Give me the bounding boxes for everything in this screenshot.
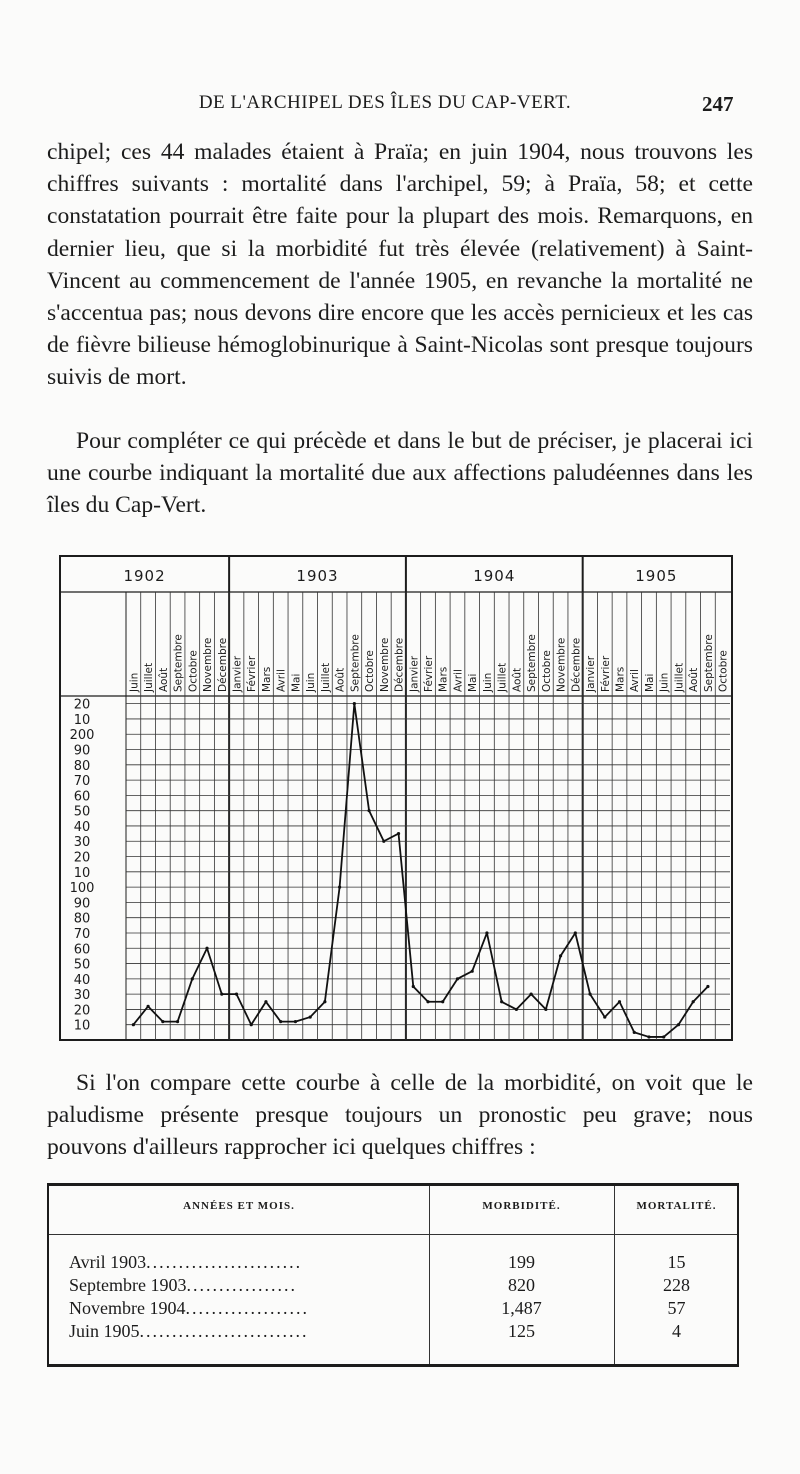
running-title: DE L'ARCHIPEL DES ÎLES DU CAP-VERT. bbox=[198, 92, 572, 113]
table-row bbox=[49, 1275, 737, 1297]
page-number: 247 bbox=[702, 92, 734, 116]
row-morbidity: 820 bbox=[508, 1275, 535, 1295]
y-tick-label: 10 bbox=[73, 1018, 91, 1034]
data-point bbox=[544, 1008, 547, 1011]
month-label: Septembre bbox=[702, 634, 715, 692]
data-point bbox=[323, 1000, 326, 1003]
year-label: 1902 bbox=[123, 567, 166, 585]
data-point bbox=[633, 1031, 636, 1034]
month-label: Avril bbox=[629, 669, 642, 692]
table-row bbox=[49, 1321, 737, 1343]
data-point bbox=[146, 1005, 149, 1008]
y-tick-label: 40 bbox=[73, 819, 91, 835]
month-label: Septembre bbox=[172, 634, 185, 692]
data-point bbox=[220, 993, 223, 996]
month-label: Septembre bbox=[526, 634, 539, 692]
row-mortality: 228 bbox=[663, 1275, 690, 1295]
month-label: Octobre bbox=[364, 650, 377, 692]
y-tick-label: 60 bbox=[73, 789, 91, 805]
paragraph-3: Si l'on compare cette courbe à celle de la morbidité, on voit que le paludisme présente presque toujours un pronostic peu grave; nous pouvons d'ailleurs rapprocher ici quelques chiffres : bbox=[47, 1070, 753, 1161]
data-point bbox=[205, 947, 208, 950]
month-label: Janvier bbox=[231, 655, 244, 692]
data-point bbox=[191, 977, 194, 980]
data-point bbox=[338, 886, 341, 889]
y-tick-label: 30 bbox=[73, 835, 91, 851]
month-label: Mai bbox=[643, 673, 656, 692]
data-point bbox=[647, 1035, 650, 1038]
month-label: Avril bbox=[275, 669, 288, 692]
data-point bbox=[176, 1020, 179, 1023]
y-tick-label: 30 bbox=[73, 988, 91, 1004]
month-label: Mars bbox=[260, 666, 273, 692]
month-label: Octobre bbox=[540, 650, 553, 692]
data-point bbox=[382, 840, 385, 843]
figures-table bbox=[47, 1183, 739, 1367]
month-label: Août bbox=[334, 667, 347, 692]
data-point bbox=[279, 1020, 282, 1023]
y-tick-label: 20 bbox=[73, 1003, 91, 1019]
data-point bbox=[500, 1000, 503, 1003]
y-tick-label: 50 bbox=[73, 804, 91, 820]
y-tick-label: 10 bbox=[73, 712, 91, 728]
year-label: 1904 bbox=[473, 567, 516, 585]
month-label: Mai bbox=[467, 673, 480, 692]
data-point bbox=[132, 1023, 135, 1026]
month-label: Septembre bbox=[349, 634, 362, 692]
month-label: Février bbox=[423, 655, 435, 692]
month-label: Janvier bbox=[585, 655, 598, 692]
y-tick-label: 100 bbox=[69, 881, 95, 897]
data-point bbox=[471, 970, 474, 973]
month-label: Août bbox=[688, 667, 701, 692]
y-tick-label: 200 bbox=[69, 728, 95, 744]
data-point bbox=[353, 702, 356, 705]
month-label: Juin bbox=[305, 672, 318, 692]
table-header-years: ANNÉES ET MOIS. bbox=[183, 1200, 295, 1212]
month-label: Octobre bbox=[717, 650, 730, 692]
row-label: Novembre 1904................... bbox=[69, 1298, 309, 1318]
row-morbidity: 199 bbox=[508, 1252, 535, 1272]
month-label: Août bbox=[157, 667, 170, 692]
data-point bbox=[367, 809, 370, 812]
data-point bbox=[588, 993, 591, 996]
data-point bbox=[397, 832, 400, 835]
month-label: Février bbox=[599, 655, 612, 692]
paragraph-2: Pour compléter ce qui précède et dans le but de préciser, je placerai ici une courbe indiquant la mortalité due aux affections paludéennes dans les îles du Cap-Vert. bbox=[47, 428, 753, 519]
data-point bbox=[574, 931, 577, 934]
y-tick-label: 20 bbox=[73, 850, 91, 866]
row-mortality: 57 bbox=[667, 1298, 686, 1318]
table-header-morbidity: MORBIDITÉ. bbox=[482, 1200, 561, 1212]
row-morbidity: 1,487 bbox=[501, 1298, 542, 1318]
data-point bbox=[264, 1000, 267, 1003]
y-tick-label: 70 bbox=[73, 774, 91, 790]
y-tick-label: 10 bbox=[73, 865, 91, 881]
row-morbidity: 125 bbox=[508, 1321, 535, 1341]
chart-frame bbox=[60, 556, 732, 1040]
data-point bbox=[294, 1020, 297, 1023]
month-label: Mai bbox=[290, 673, 303, 692]
data-point bbox=[456, 977, 459, 980]
month-label: Juillet bbox=[673, 662, 686, 692]
data-point bbox=[559, 954, 562, 957]
month-label: Octobre bbox=[187, 650, 200, 692]
y-tick-label: 70 bbox=[73, 926, 91, 942]
y-tick-label: 90 bbox=[73, 896, 91, 912]
month-label: Novembre bbox=[555, 637, 568, 692]
row-label: Septembre 1903................. bbox=[69, 1275, 297, 1295]
y-tick-label: 40 bbox=[73, 972, 91, 988]
data-point bbox=[485, 931, 488, 934]
y-tick-label: 90 bbox=[73, 743, 91, 759]
month-label: Décembre bbox=[393, 637, 406, 692]
data-point bbox=[309, 1015, 312, 1018]
month-label: Mars bbox=[437, 666, 450, 692]
year-label: 1903 bbox=[296, 567, 339, 585]
data-point bbox=[618, 1000, 621, 1003]
month-label: Juin bbox=[128, 672, 141, 692]
month-label: Janvier bbox=[408, 655, 421, 692]
month-label: Juillet bbox=[143, 662, 156, 692]
y-tick-label: 80 bbox=[73, 911, 91, 927]
table-header-mortality: MORTALITÉ. bbox=[636, 1200, 717, 1212]
month-label: Août bbox=[511, 667, 524, 692]
data-point bbox=[692, 1000, 695, 1003]
row-label: Juin 1905.......................... bbox=[69, 1321, 309, 1341]
month-label: Juin bbox=[658, 672, 671, 692]
table-header-rule bbox=[49, 1234, 737, 1235]
month-label: Décembre bbox=[570, 637, 583, 692]
table-row bbox=[49, 1298, 737, 1320]
paragraph-1: chipel; ces 44 malades étaient à Praïa; en juin 1904, nous trouvons les chiffres suivants : mortalité dans l'archipel, 59; à Praïa, 58; et cette constatation pourrait être faite pour la plupart des mois. Remarquons, en dernier lieu, que si la morbidité fut très élevée (relativement) à Saint-Vincent au commencement de l'année 1905, en revanche la mortalité ne s'accentua pas; nous devons dire encore que les accès pernicieux et les cas de fièvre bilieuse hémoglobinurique à Saint-Nicolas sont presque toujours suivis de mort. bbox=[47, 139, 753, 391]
data-point bbox=[426, 1000, 429, 1003]
row-label: Avril 1903........................ bbox=[69, 1252, 303, 1272]
month-label: Novembre bbox=[378, 637, 391, 692]
year-label: 1905 bbox=[635, 567, 678, 585]
data-point bbox=[603, 1015, 606, 1018]
month-label: Novembre bbox=[202, 637, 215, 692]
row-mortality: 15 bbox=[667, 1252, 686, 1272]
data-point bbox=[515, 1008, 518, 1011]
mortality-chart bbox=[58, 548, 734, 1043]
data-point bbox=[706, 985, 709, 988]
month-label: Juillet bbox=[496, 662, 509, 692]
data-point bbox=[530, 993, 533, 996]
month-label: Juillet bbox=[319, 662, 332, 692]
month-label: Mars bbox=[614, 666, 627, 692]
data-point bbox=[677, 1023, 680, 1026]
month-label: Décembre bbox=[216, 637, 229, 692]
y-tick-label: 60 bbox=[73, 942, 91, 958]
y-tick-label: 80 bbox=[73, 758, 91, 774]
data-point bbox=[662, 1035, 665, 1038]
row-mortality: 4 bbox=[672, 1321, 681, 1341]
table-row bbox=[49, 1252, 737, 1274]
data-point bbox=[235, 993, 238, 996]
y-tick-label: 20 bbox=[73, 697, 91, 713]
data-point bbox=[161, 1020, 164, 1023]
month-label: Juin bbox=[481, 672, 494, 692]
month-label: Avril bbox=[452, 669, 465, 692]
data-point bbox=[441, 1000, 444, 1003]
month-label: Février bbox=[246, 655, 259, 692]
y-tick-label: 50 bbox=[73, 957, 91, 973]
data-point bbox=[412, 985, 415, 988]
data-point bbox=[250, 1023, 253, 1026]
